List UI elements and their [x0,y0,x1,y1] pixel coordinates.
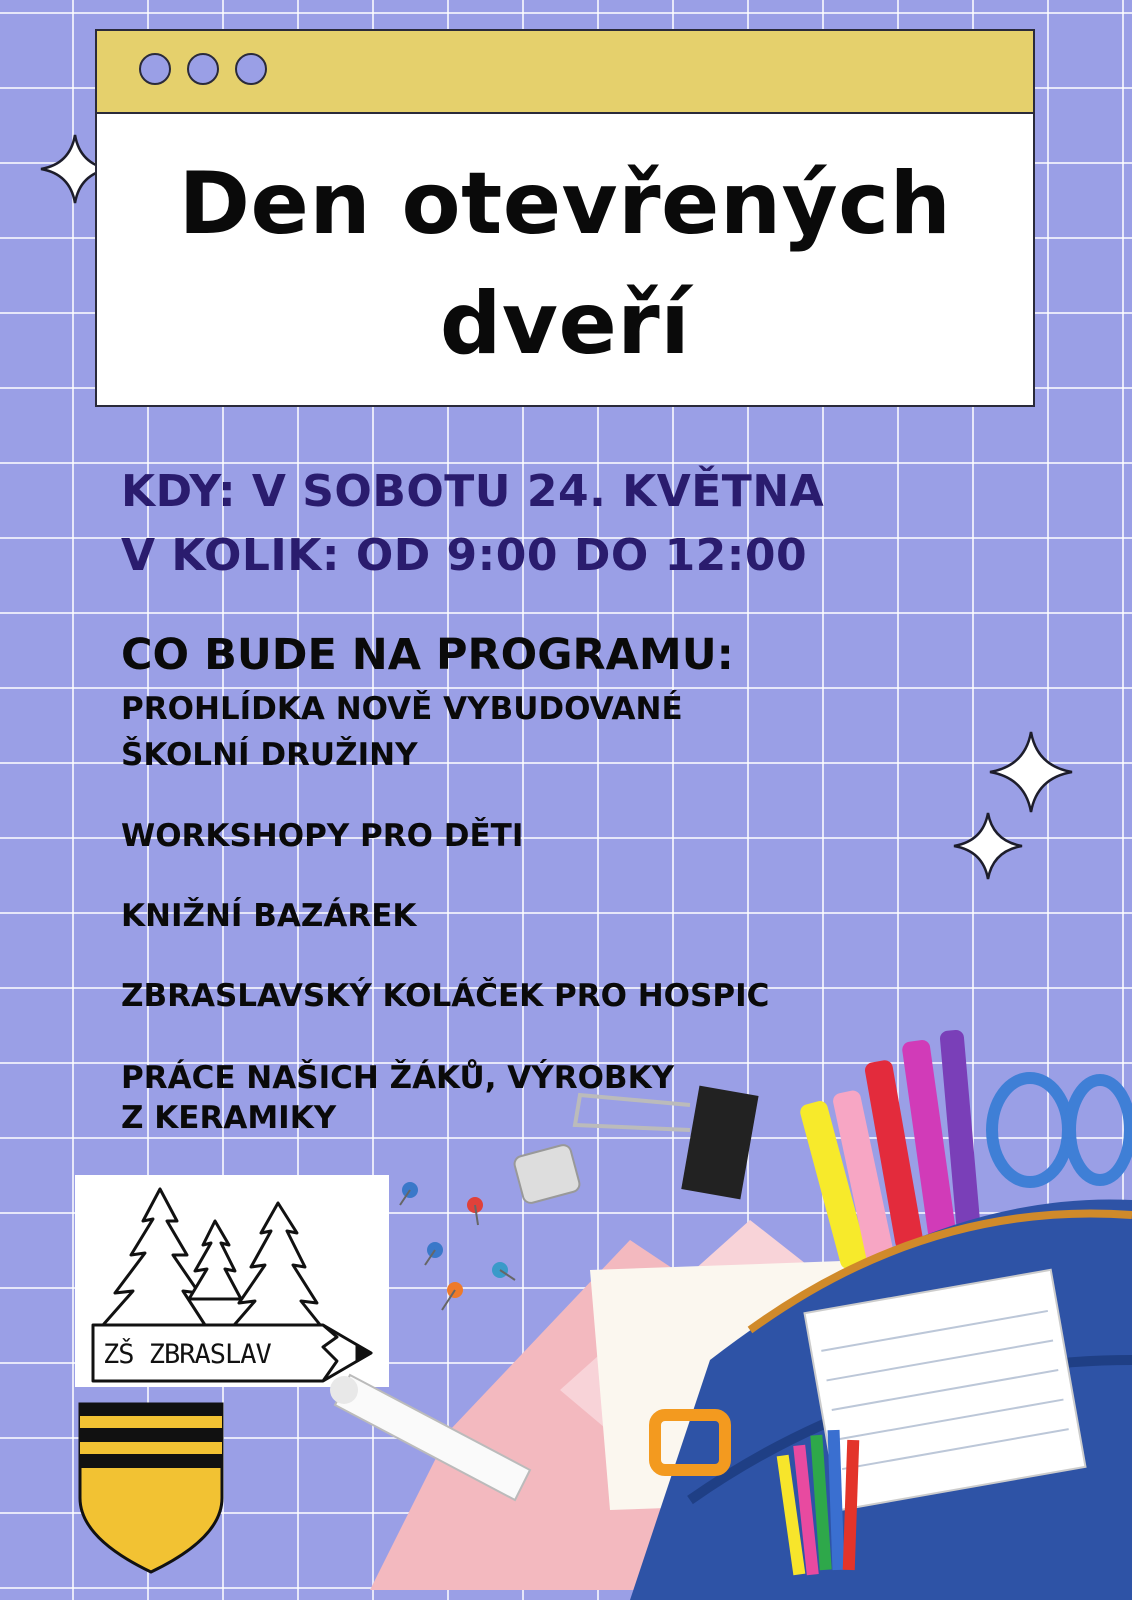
pushpin-icon [400,1182,515,1310]
program-item: PRÁCE NAŠICH ŽÁKŮ, VÝROBKY [121,1060,675,1096]
page-title [97,144,1033,384]
program-heading: CO BUDE NA PROGRAMU: [121,630,734,680]
title-line: dveří [439,274,691,374]
window-title-bar [97,31,1033,114]
program-item: KNIŽNÍ BAZÁREK [121,898,417,934]
event-date: KDY: V SOBOTU 24. KVĚTNA [121,466,825,517]
program-item: ZBRASLAVSKÝ KOLÁČEK PRO HOSPIC [121,978,770,1014]
program-item: PROHLÍDKA NOVĚ VYBUDOVANÉ [121,691,683,727]
title-window [95,29,1035,407]
program-item: ŠKOLNÍ DRUŽINY [121,737,418,773]
program-item: Z KERAMIKY [121,1100,337,1136]
window-dot [235,53,267,85]
school-logo-text: ZŠ ZBRASLAV [103,1339,271,1370]
coat-of-arms-icon [78,1402,224,1574]
title-line: Den otevřených [178,154,952,254]
program-item: WORKSHOPY PRO DĚTI [121,818,524,854]
event-time: V KOLIK: OD 9:00 DO 12:00 [121,530,808,581]
window-dot [139,53,171,85]
sparkle-icon [988,730,1074,814]
window-dot [187,53,219,85]
school-supplies-illustration [330,1030,1132,1600]
sparkle-icon [953,812,1023,880]
